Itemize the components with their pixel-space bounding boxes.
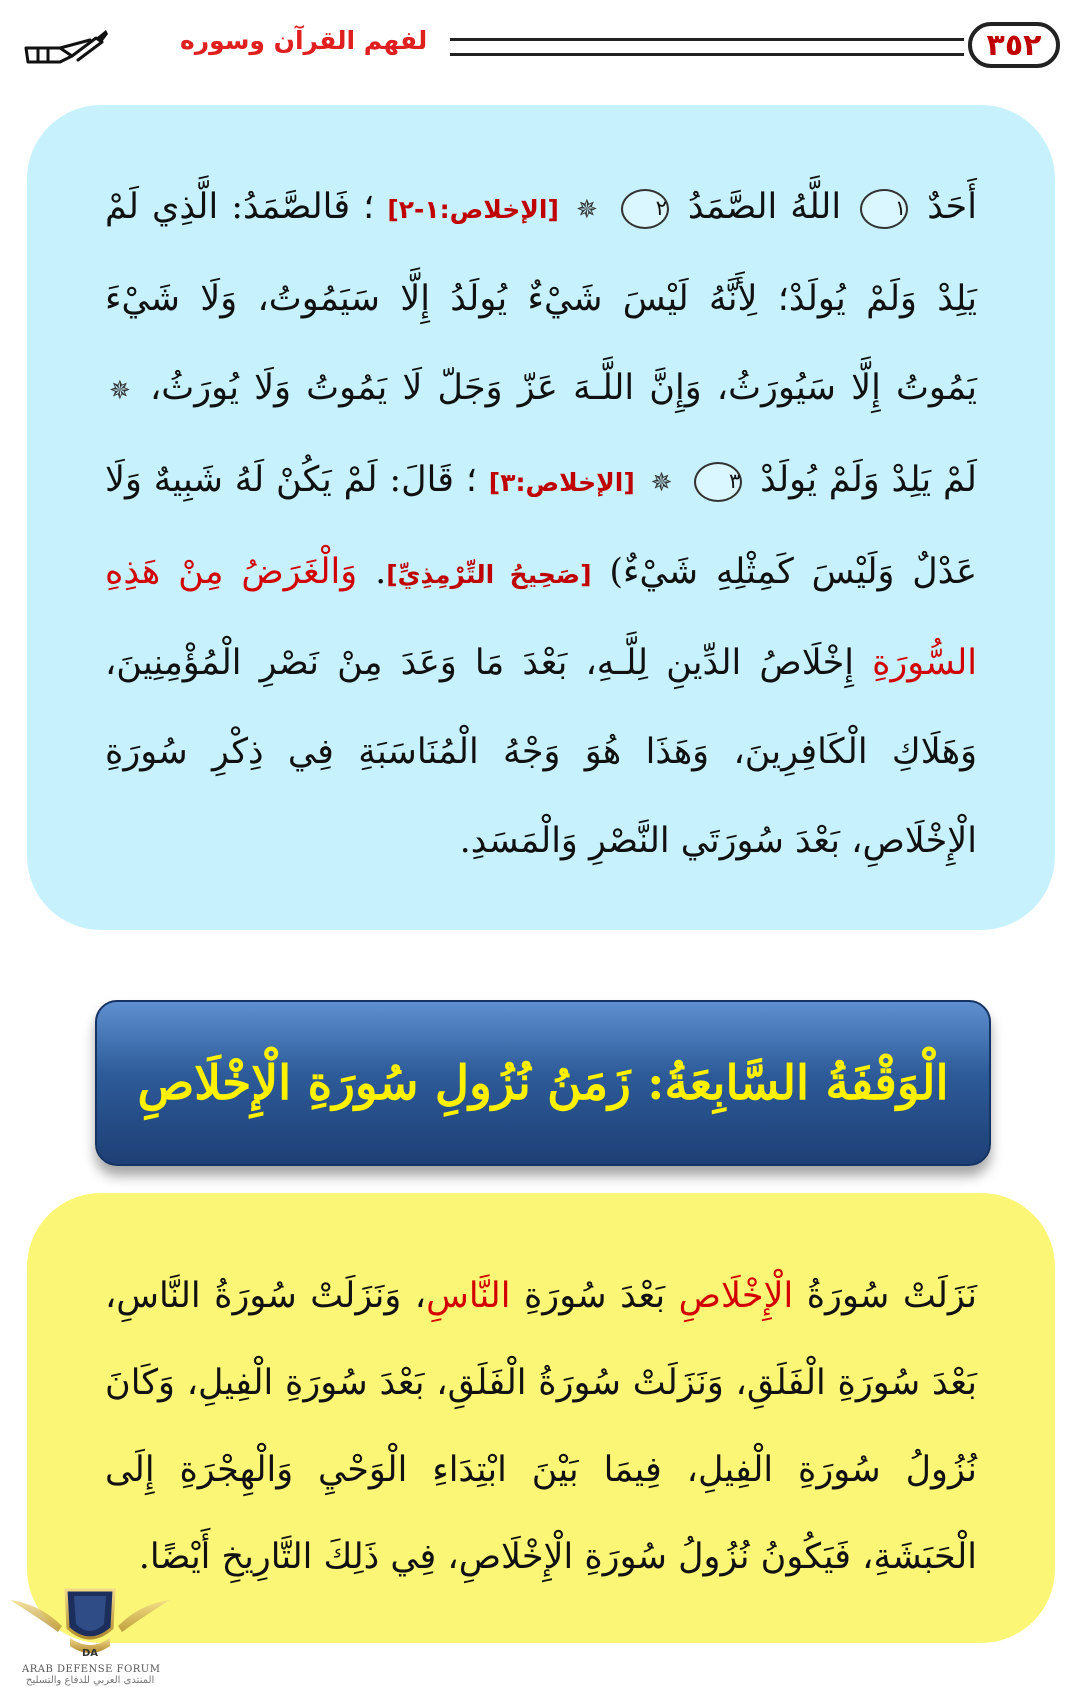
revelation-text (105, 1253, 977, 1601)
commentary-text (105, 163, 977, 886)
section-heading-banner (95, 1000, 991, 1166)
text-fragment: ، وَنَزَلَتْ سُورَةُ النَّاسِ، بَعْدَ سُورَةِ الْفَلَقِ، وَنَزَلَتْ سُورَةُ الْفَلَقِ، بَعْدَ سُورَةِ الْفِيلِ، وَكَانَ نُزُولُ سُورَةِ الْفِيلِ، فِيمَا بَيْنَ ابْتِدَاءِ الْوَحْيِ وَالْهِجْرَةِ إِلَى الْحَبَشَةِ، فَيَكُونُ نُزُولُ سُورَةِ الْإِخْلَاصِ، فِي ذَلِكَ التَّارِيخِ أَيْضًا. (105, 1276, 977, 1577)
ayah-number-2: ٢ (621, 189, 669, 229)
highlight-phrase: وَالْغَرَضُ مِنْ هَذِهِ السُّورَةِ (105, 552, 977, 683)
highlight-surah-name: النَّاسِ (426, 1276, 511, 1316)
commentary-fragment: ؛ فَالصَّمَدُ: (231, 187, 375, 227)
highlight-surah-name: الْإِخْلَاصِ (678, 1276, 794, 1316)
verse-reference: [الإخلاص:٣] (488, 468, 635, 497)
watermark-name-en: ARAB DEFENSE FORUM (22, 1664, 161, 1675)
book-title: لفهم القرآن وسوره (180, 26, 428, 55)
hadith-reference: [صَحِيحُ التِّرْمِذِيِّ] (386, 560, 592, 589)
text-fragment: نَزَلَتْ سُورَةُ (806, 1276, 977, 1316)
punctuation: . (375, 552, 387, 592)
ornament-icon: ✵ (109, 376, 131, 406)
watermark-name-ar: المنتدى العربي للدفاع والتسليح (26, 1675, 155, 1686)
ayah-number-3: ٣ (694, 462, 742, 502)
forum-watermark (0, 1560, 180, 1687)
verse-reference: [الإخلاص:١-٢] (387, 195, 559, 224)
ornament-icon: ✵ (650, 468, 673, 498)
verse-text: اللَّهُ الصَّمَدُ (687, 187, 842, 227)
ornament-icon: ✵ (575, 195, 598, 225)
commentary-body: الَّذِي لَمْ يَلِدْ وَلَمْ يُولَدْ؛ لِأَنَّهُ لَيْسَ شَيْءٌ يُولَدُ إِلَّا سَيَمُوتُ، وَلَا شَيْءَ يَمُوتُ إِلَّا سَيُورَثُ، وَإِنَّ اللَّـهَ عَزّ وَجَلّ لَا يَمُوتُ وَلَا يُورَثُ، (105, 187, 977, 408)
quran-commentary-panel (27, 105, 1055, 930)
commentary-fragment: ؛ قَالَ: لَمْ يَكُنْ لَهُ شَبِيهٌ وَلَا عَدْلٌ وَلَيْسَ كَمِثْلِهِ شَيْءٌ) (105, 460, 977, 592)
ayah-number-1: ١ (860, 189, 908, 229)
text-fragment: بَعْدَ سُورَةِ (523, 1276, 666, 1316)
commentary-body: إِخْلَاصُ الدِّينِ لِلَّـهِ، بَعْدَ مَا وَعَدَ مِنْ نَصْرِ الْمُؤْمِنِينَ، وَهَلَاكِ الْكَافِرِينَ، وَهَذَا هُوَ وَجْهُ الْمُنَاسَبَةِ فِي ذِكْرِ سُورَةِ الْإِخْلَاصِ، بَعْدَ سُورَتَي النَّصْرِ وَالْمَسَدِ. (105, 643, 977, 861)
section-heading: الْوَقْفَةُ السَّابِعَةُ: زَمَنُ نُزُولِ سُورَةِ الْإِخْلَاصِ (137, 1055, 949, 1111)
page-number: ٣٥٢ (968, 22, 1060, 68)
writing-hand-icon (20, 18, 110, 78)
logo-letters: DA (81, 1648, 99, 1659)
verse-text: لَمْ يَلِدْ وَلَمْ يُولَدْ (760, 460, 977, 500)
verse-fragment: أَحَدٌ (927, 187, 977, 227)
page-header (20, 18, 1060, 88)
revelation-order-panel (27, 1193, 1055, 1643)
header-divider (450, 38, 964, 56)
forum-logo-icon (0, 1560, 180, 1664)
